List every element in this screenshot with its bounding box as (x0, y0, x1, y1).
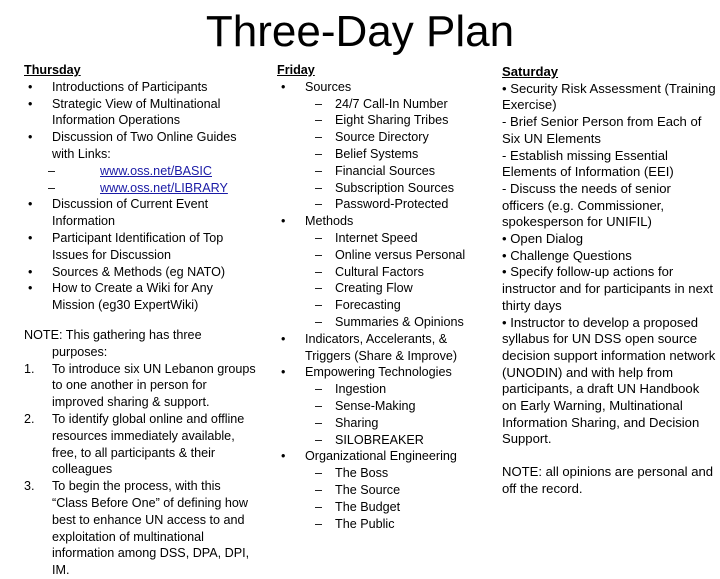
saturday-heading: Saturday (502, 64, 559, 79)
saturday-line: - Establish missing Essential Elements of Information (EEI) (502, 147, 674, 180)
friday-agenda-list (277, 79, 487, 533)
saturday-note: NOTE: all opinions are personal and off the record. (502, 464, 714, 496)
guide-links-list (52, 163, 256, 197)
purposes-note (24, 327, 256, 579)
list-item: – Internet Speed (277, 230, 487, 247)
list-item: • Sources & Methods (eg NATO) (24, 264, 256, 281)
list-item: – Online versus Personal (277, 247, 487, 264)
list-item (277, 79, 487, 213)
list-item: – Belief Systems (277, 146, 487, 163)
saturday-line: - Discuss the needs of senior officers (e.g. Commissioner, spokesperson for UNIFIL) (502, 180, 671, 230)
saturday-line: • Open Dialog (502, 231, 584, 247)
list-item: – Creating Flow (277, 280, 487, 297)
list-item: – Eight Sharing Tribes (277, 112, 487, 129)
list-item (277, 364, 487, 448)
list-number: 3. (24, 479, 35, 494)
list-item (277, 213, 487, 331)
thursday-heading: Thursday (24, 63, 81, 77)
sources-sublist (277, 96, 487, 214)
list-item: – Financial Sources (277, 163, 487, 180)
list-item: • How to Create a Wiki for Any Mission (eg30 ExpertWiki) (24, 280, 256, 314)
list-item: – Forecasting (277, 297, 487, 314)
list-item (24, 163, 256, 180)
list-item: – Summaries & Opinions (277, 314, 487, 331)
saturday-column (502, 64, 716, 498)
list-item: – Subscription Sources (277, 180, 487, 197)
saturday-line: • Security Risk Assessment (Training Exercise) (502, 80, 716, 113)
list-item: – SILOBREAKER (277, 432, 487, 449)
basic-guide-link[interactable]: www.oss.net/BASIC (100, 163, 212, 178)
friday-heading: Friday (277, 63, 315, 77)
purposes-list (24, 361, 256, 579)
saturday-line: • Challenge Questions (502, 247, 632, 263)
friday-column (277, 62, 487, 532)
list-item-text: To begin the process, with this “Class Before One” of defining how best to enhance UN access to and exploitation of multinational information among DSS, DPA, DPI, IM. (52, 479, 250, 578)
list-item: – Sense-Making (277, 398, 487, 415)
list-item-label: Methods (305, 214, 354, 229)
list-number: 2. (24, 411, 35, 426)
list-item (24, 478, 256, 579)
list-item: – Cultural Factors (277, 264, 487, 281)
library-guide-link[interactable]: www.oss.net/LIBRARY (100, 180, 228, 195)
list-item-text: To introduce six UN Lebanon groups to one another in person for improved sharing & support. (52, 361, 256, 410)
list-item-label: Sources (305, 79, 352, 94)
list-item: • Participant Identification of Top Issues for Discussion (24, 230, 256, 264)
list-item: • Introductions of Participants (24, 79, 256, 96)
list-item (24, 180, 256, 197)
list-item-label: Empowering Technologies (305, 365, 452, 380)
organizational-sublist (277, 465, 487, 532)
thursday-column (24, 62, 256, 579)
list-item: – 24/7 Call-In Number (277, 96, 487, 113)
list-item-label: Discussion of Two Online Guides with Links: (52, 130, 237, 161)
list-item: – The Public (277, 516, 487, 533)
list-item: – The Budget (277, 499, 487, 516)
list-item: – Password-Protected (277, 196, 487, 213)
list-item: – Source Directory (277, 129, 487, 146)
list-item-label: Organizational Engineering (305, 449, 457, 464)
saturday-line: • Instructor to develop a proposed syllabus for UN DSS open source decision support information network (UNODIN) and with help from participants, a draft UN Handbook on Early Warning, Multinational Information Sharing, and Decision Support. (502, 314, 716, 447)
note-intro-continuation: purposes: (52, 344, 108, 359)
methods-sublist (277, 230, 487, 331)
list-item: – The Source (277, 482, 487, 499)
note-intro-text: NOTE: This gathering has three (24, 327, 202, 342)
list-item (24, 361, 256, 411)
list-item: – The Boss (277, 465, 487, 482)
list-item (24, 411, 256, 478)
list-item: – Ingestion (277, 381, 487, 398)
list-item: • Indicators, Accelerants, & Triggers (Share & Improve) (277, 331, 487, 365)
list-item: • Discussion of Current Event Information (24, 196, 256, 230)
saturday-line: • Specify follow-up actions for instructor and for participants in next thirty days (502, 264, 714, 313)
list-number: 1. (24, 361, 35, 376)
thursday-agenda-list (24, 79, 256, 314)
list-item (277, 448, 487, 532)
list-item: – Sharing (277, 415, 487, 432)
saturday-line: - Brief Senior Person from Each of Six UN Elements (502, 114, 702, 146)
list-item (24, 129, 256, 196)
list-item-text: To identify global online and offline resources immediately available, free, to all participants & their colleagues (52, 411, 245, 477)
page-title: Three-Day Plan (205, 7, 515, 56)
list-item: • Strategic View of Multinational Information Operations (24, 96, 256, 130)
technologies-sublist (277, 381, 487, 448)
